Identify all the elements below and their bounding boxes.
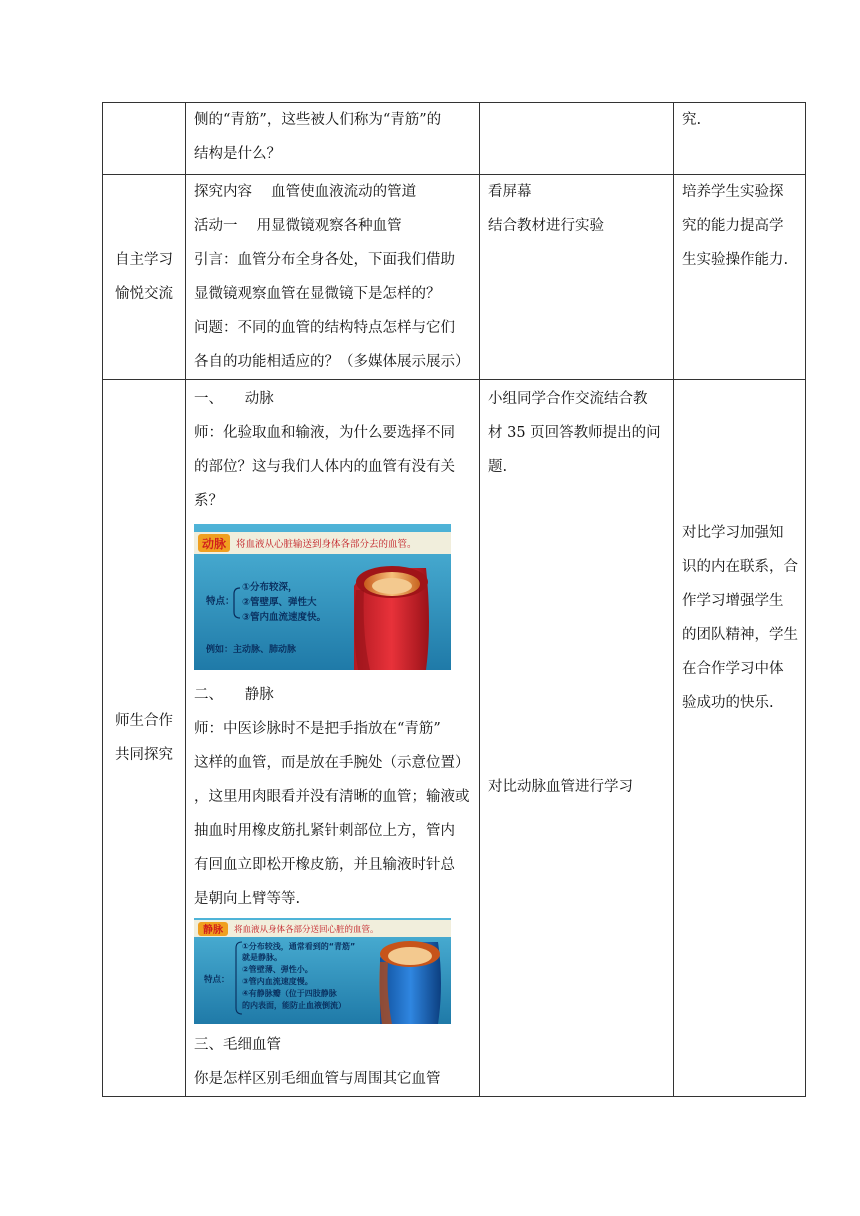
artery-badge-text: 动脉 xyxy=(201,537,227,551)
vein-point: ②管壁薄、弹性小。 xyxy=(242,965,313,974)
teacher-activity-cell: 探究内容 血管使血液流动的管道 活动一 用显微镜观察各种血管 引言：血管分布全身各处，下面我们借助 显微镜观察血管在显微镜下是怎样的？ 问题：不同的血管的结构特点怎样与它们 各自的功能相适应的？（多媒体展示展示） xyxy=(186,175,480,380)
table-row xyxy=(103,380,806,1097)
vein-title-badge xyxy=(198,922,228,936)
vein-badge-text: 静脉 xyxy=(203,925,223,936)
artery-point: ②管壁厚、弹性大 xyxy=(242,597,317,608)
vein-point: ①分布较浅，通常看到的“青筋” xyxy=(242,942,356,951)
vein-title-text: 将血液从身体各部分送回心脏的血管。 xyxy=(234,925,379,935)
vein-diagram xyxy=(194,918,451,1024)
student-activity-cell xyxy=(480,103,674,175)
artery-point: ③管内血流速度快。 xyxy=(242,612,327,623)
design-intent-cell: 培养学生实验探 究的能力提高学 生实验操作能力. xyxy=(674,175,806,380)
artery-title-text: 将血液从心脏输送到身体各部分去的血管。 xyxy=(236,539,417,550)
vein-point: ④有静脉瓣（位于四肢静脉 xyxy=(242,989,337,998)
table-row xyxy=(103,103,806,175)
stage-cell xyxy=(103,103,186,175)
teacher-activity-cell: 侧的“青筋”，这些被人们称为“青筋”的 结构是什么？ xyxy=(186,103,480,175)
student-activity-cell: 小组同学合作交流结合教 材 35 页回答教师提出的问 题. 对比动脉血管进行学习 xyxy=(480,380,674,1097)
design-intent-cell: 对比学习加强知 识的内在联系，合 作学习增强学生 的团队精神，学生 在合作学习中体 验成功的快乐. xyxy=(674,380,806,1097)
lesson-plan-table xyxy=(102,102,806,1097)
vein-point: 就是静脉。 xyxy=(242,953,282,962)
stage-cell: 自主学习 愉悦交流 xyxy=(103,175,186,380)
artery-feature-label: 特点： xyxy=(206,596,235,607)
table-row xyxy=(103,175,806,380)
vein-feature-label: 特点： xyxy=(204,975,230,985)
teacher-activity-cell: 一、 动脉 师：化验取血和输液，为什么要选择不同 的部位？这与我们人体内的血管有没有关 系？ 动脉 将血液从心脏输送到身体各部分去的血管。 特点： ①分布较深， ②管壁厚、弹性大 ③管内血流速度快。 例如：主动脉、肺动脉 二、 静脉 师：中医诊脉时不是把手指放在“青筋” 这样的血管，而是放在手腕处（示意位置） ，这里用肉眼看并没有清晰的血管；输液或 抽血时用橡皮筋扎紧针刺部位上方，管内 有回血立即松开橡皮筋，并且输液时针总 是朝向上臂等等. 静脉 将血液从身体各部分送回心脏的血管。 特点： ①分布较浅，通常看到的“青筋” 就是静脉。 ②管壁薄、弹性小。 ③管内血流速度慢。 ④有静脉瓣（位于四肢静脉 的内表面，能防止血液倒流） 三、毛细血管 你是怎样区别毛细血管与周围其它血管 xyxy=(186,380,480,1097)
vein-point: ③管内血流速度慢。 xyxy=(242,977,313,986)
artery-title-badge xyxy=(198,534,230,552)
student-activity-cell: 看屏幕 结合教材进行实验 xyxy=(480,175,674,380)
vein-point: 的内表面，能防止血液倒流） xyxy=(242,1001,346,1010)
artery-vessel-illustration xyxy=(354,566,429,670)
stage-cell: 师生合作 共同探究 xyxy=(103,380,186,1097)
artery-diagram xyxy=(194,524,451,670)
artery-example: 例如：主动脉、肺动脉 xyxy=(206,645,297,655)
design-intent-cell: 究. xyxy=(674,103,806,175)
artery-point: ①分布较深， xyxy=(242,582,298,593)
vein-vessel-illustration xyxy=(379,941,441,1024)
